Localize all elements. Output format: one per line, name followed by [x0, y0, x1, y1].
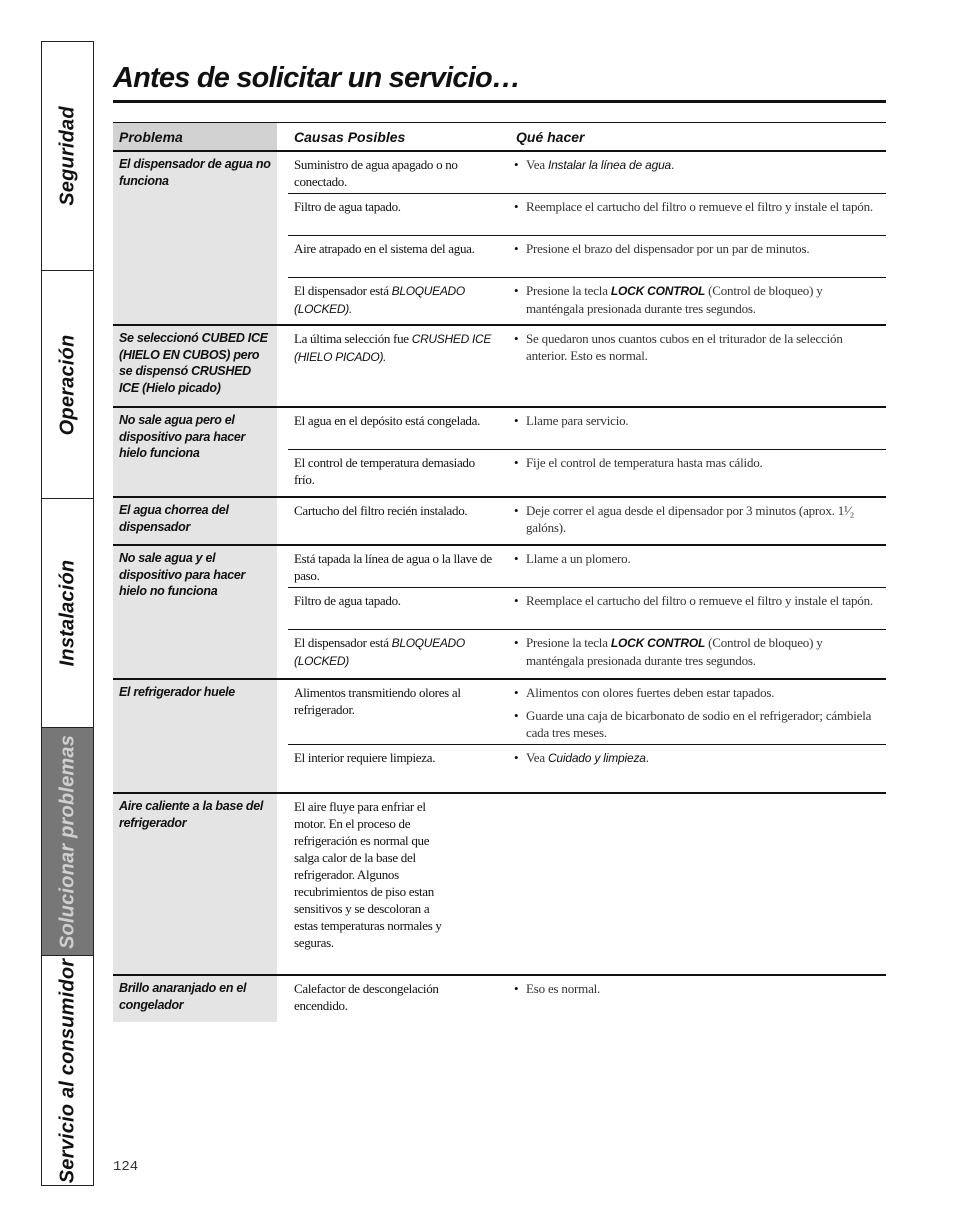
action-cell [498, 745, 886, 792]
problem-group [113, 976, 886, 1022]
action-cell [498, 152, 886, 193]
action-cell [498, 588, 886, 629]
lock-control-key: LOCK CONTROL [610, 284, 706, 298]
action-item: • Eso es normal. [514, 980, 880, 997]
problem-group [113, 794, 886, 976]
action-text: Vea [526, 157, 548, 172]
problem-group [113, 152, 886, 326]
table-row [288, 152, 886, 194]
cause-cell: Aire atrapado en el sistema del agua. [294, 241, 475, 256]
cause-emphasis: BLOQUEADO (LOCKED) [294, 636, 465, 668]
tab-solucionar-problemas[interactable] [42, 728, 93, 956]
table-row [288, 976, 886, 1022]
problem-cell: El refrigerador huele [113, 680, 277, 792]
tab-label: Servicio al consumidor [56, 958, 78, 1183]
troubleshooting-table [113, 122, 886, 1022]
action-text: Vea [526, 750, 548, 765]
action-item: • Reemplace el cartucho del filtro o remueve el filtro y instale el tapón. [514, 592, 880, 609]
cause-text: La última selección fue [294, 331, 412, 346]
table-row [288, 630, 886, 678]
table-row [288, 794, 886, 974]
problem-cell: El agua chorrea del dispensador [113, 498, 277, 544]
header-problem: Problema [113, 123, 277, 150]
problem-cell: Aire caliente a la base del refrigerador [113, 794, 277, 974]
problem-cell: No sale agua y el dispositivo para hacer hielo no funciona [113, 546, 277, 678]
action-text: Presione la tecla [526, 635, 611, 650]
cause-cell: El aire fluye para enfriar el motor. En el proceso de refrigeración es normal que salga calor de la base del refrigerador. Algunos recubrimientos de piso estan sensitivos y se descoloran a estas temperaturas normales y seguras. [294, 799, 442, 950]
problem-cell: No sale agua pero el dispositivo para hacer hielo funciona [113, 408, 277, 496]
action-item [514, 156, 880, 174]
action-item: • Fije el control de temperatura hasta mas cálido. [514, 454, 880, 471]
problem-group [113, 408, 886, 498]
action-cell [498, 236, 886, 277]
cause-cell: El agua en el depósito está congelada. [294, 413, 481, 428]
tab-seguridad[interactable] [42, 42, 93, 271]
action-cell [498, 630, 886, 678]
action-cell [498, 450, 886, 496]
cause-cell: Suministro de agua apagado o no conectado. [294, 157, 458, 189]
table-row [288, 326, 886, 406]
page-number: 124 [113, 1159, 139, 1175]
action-item: • Reemplace el cartucho del filtro o remueve el filtro y instale el tapón. [514, 198, 880, 215]
table-row [288, 450, 886, 496]
header-causes: Causas Posibles [294, 129, 406, 145]
cause-cell: El interior requiere limpieza. [294, 750, 436, 765]
action-text: . [671, 157, 675, 172]
action-item: • Se quedaron unos cuantos cubos en el triturador de la selección anterior. Esto es normal. [514, 330, 880, 364]
problem-cell: Brillo anaranjado en el congelador [113, 976, 277, 1022]
action-text: (Control de bloqueo) y manténgala presionada durante tres segundos. [526, 283, 823, 316]
problem-group [113, 680, 886, 794]
table-row [288, 236, 886, 278]
action-item: • Alimentos con olores fuertes deben estar tapados. [514, 684, 880, 701]
table-row [288, 408, 886, 450]
action-item [514, 282, 880, 317]
table-row [288, 498, 886, 544]
tab-operacion[interactable] [42, 271, 93, 499]
cause-cell: Está tapada la línea de agua o la llave de paso. [294, 551, 492, 583]
action-item: • Deje correr el agua desde el dipensador por 3 minutos (aprox. 1¹⁄₂ galóns). [514, 502, 880, 536]
cause-cell [288, 278, 498, 324]
cause-cell: El control de temperatura demasiado frío. [294, 455, 475, 487]
action-item [514, 749, 880, 767]
table-row [288, 278, 886, 324]
tab-label: Operación [56, 334, 78, 435]
problem-group [113, 546, 886, 680]
action-item: • Llame a un plomero. [514, 550, 880, 567]
problem-group [113, 498, 886, 546]
cause-cell: Filtro de agua tapado. [294, 593, 401, 608]
action-cell [498, 546, 886, 587]
cause-cell: Calefactor de descongelación encendido. [294, 981, 439, 1013]
cause-cell [288, 630, 498, 678]
action-cell [498, 278, 886, 324]
page-title: Antes de solicitar un servicio… [113, 62, 521, 94]
action-cell [498, 326, 886, 406]
action-emphasis: Instalar la línea de agua [547, 158, 672, 172]
lock-control-key: LOCK CONTROL [610, 636, 706, 650]
table-header [113, 122, 886, 152]
action-text: Presione la tecla [526, 283, 611, 298]
problem-cell: El dispensador de agua no funciona [113, 152, 277, 324]
cause-cell [288, 326, 498, 406]
section-tabs [41, 41, 94, 1186]
tab-label: Seguridad [56, 106, 78, 206]
table-row [288, 588, 886, 630]
cause-cell: Filtro de agua tapado. [294, 199, 401, 214]
action-item: • Guarde una caja de bicarbonato de sodio en el refrigerador; cámbiela cada tres meses. [514, 707, 880, 741]
table-row [288, 546, 886, 588]
table-row [288, 745, 886, 792]
table-row [288, 194, 886, 236]
header-whattodo: Qué hacer [516, 129, 585, 145]
problem-group [113, 326, 886, 408]
cause-text: El dispensador está [294, 635, 392, 650]
cause-text: El dispensador está [294, 283, 392, 298]
problem-cell: Se seleccionó CUBED ICE (HIELO EN CUBOS) pero se dispensó CRUSHED ICE (Hielo picado) [113, 326, 277, 406]
action-emphasis: Cuidado y limpieza [547, 751, 646, 765]
cause-cell: Alimentos transmitiendo olores al refrigerador. [294, 685, 461, 717]
tab-label: Solucionar problemas [56, 734, 78, 949]
action-item: • Llame para servicio. [514, 412, 880, 429]
action-cell [498, 680, 886, 744]
action-cell [498, 498, 886, 544]
action-cell [498, 976, 886, 1022]
action-item [514, 634, 880, 669]
tab-servicio-al-consumidor[interactable] [42, 956, 93, 1185]
action-item: • Presione el brazo del dispensador por un par de minutos. [514, 240, 880, 257]
title-rule [113, 100, 886, 103]
action-cell [498, 194, 886, 235]
action-text: (Control de bloqueo) y manténgala presionada durante tres segundos. [526, 635, 823, 668]
action-text: . [645, 750, 649, 765]
action-cell [498, 408, 886, 449]
tab-label: Instalación [56, 559, 78, 667]
cause-cell: Cartucho del filtro recién instalado. [294, 503, 468, 518]
table-row [288, 680, 886, 745]
cause-emphasis: CRUSHED ICE (HIELO PICADO). [294, 332, 492, 364]
tab-instalacion[interactable] [42, 499, 93, 728]
action-cell [458, 794, 846, 974]
cause-emphasis: BLOQUEADO (LOCKED). [294, 284, 465, 316]
